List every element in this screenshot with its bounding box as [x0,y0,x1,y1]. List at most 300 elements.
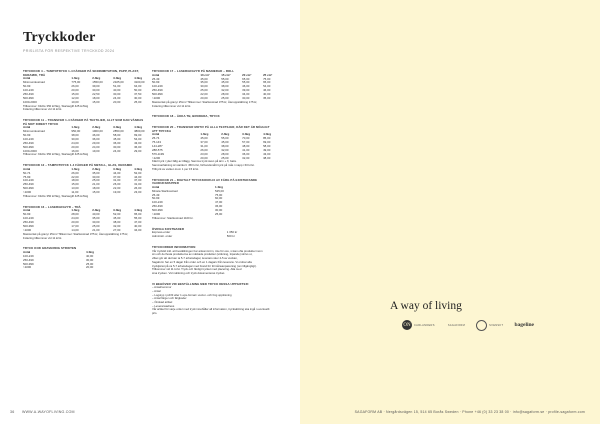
table-cell: 38,00 [71,133,79,137]
header-cell: 1-färg [215,185,224,189]
price-section [152,228,274,239]
section-heading: TRYCKKOD 12 – TAMPOTRYCK 1-4 FÄRGER PÅ METALL, GLAS, KERAMIK [23,163,133,168]
section-note: – Önskad artikel [152,300,173,305]
section-note: Tillkommer vid 11 kr/st. Tryck och färdigt trycket med placering. Alla med [152,267,242,272]
table-cell: 24,00 [71,217,79,221]
table-cell: 20,00 [113,100,121,104]
table-cell: 500 kr [226,235,235,239]
table-cell: 65,00 [263,81,271,85]
table-cell: 100-249 [23,137,34,141]
table-cell: 30,00 [92,175,100,179]
page-number: 36 [10,410,15,414]
section-heading: TRYCKORDER INFORMATION [152,245,196,250]
table-cell: >1000 [23,228,32,232]
table-cell: 25,00 [221,97,229,101]
price-section [152,179,274,221]
header-cell: 20 cm² [242,73,252,77]
table-cell: 16,00 [71,149,79,153]
table-cell: 1000-2000 [23,100,37,104]
table-cell: 22,50 [92,92,100,96]
table-cell: 45,00 [200,77,208,81]
table-row [152,235,274,239]
section-note: – Antal/summor [152,285,172,290]
table-cell: 500-999 [23,96,34,100]
table-cell: 100-249 [23,179,34,183]
table-cell: 38,00 [263,156,271,160]
table-cell: 30,00 [92,221,100,225]
table-cell: 40,00 [134,225,142,229]
table-cell: 20,00 [71,145,79,149]
table-cell: 37,00 [113,175,121,179]
section-heading: TRYCKKOD 16 – LASERGRAVYR – TRÄ [23,204,81,209]
table-cell: 30,00 [92,88,100,92]
table-cell: 30,00 [215,209,223,213]
on-logo-mark: ON [402,320,412,330]
table-cell: 775,00 [71,81,81,85]
table-cell: 24,00 [71,141,79,145]
table-cell: 65,00 [242,77,250,81]
table-cell: 45,00 [113,137,121,141]
table-cell: 22,00 [200,93,208,97]
table-cell: 47,00 [134,221,142,225]
table-cell: 75-99 [23,175,31,179]
header-cell: 3-färg [113,77,122,81]
header-cell: 1-färg [71,167,80,171]
header-cell: 1-färg [71,77,80,81]
section-note: Foliering tillkommer vid 11 kr/st. [23,235,63,240]
table-cell: 26,00 [71,171,79,175]
table-cell: 38,00 [113,221,121,225]
table-cell: 36,00 [134,145,142,149]
section-heading: TRYCKKOD 11 – TRANSFER 1-4 FÄRGER PÅ TEXTILIER, ALLT SOM KAN VÄNDAS PÅ MOT DIREKT TRYCK [23,117,144,126]
table-cell: 30,00 [113,92,121,96]
table-cell: 50-99 [23,85,31,88]
table-cell: 31,00 [113,179,121,183]
table-cell: 35,00 [92,171,100,175]
header-cell: 3-färg [242,133,251,137]
section-heading: TRYCK KOD GRAVERING STRIKTEN [23,246,77,251]
table-cell: 100-249 [152,85,163,89]
table-cell: 52,00 [113,213,121,217]
table-cell: 65,00 [134,213,142,217]
table-cell: 25,00 [92,225,100,229]
table-cell: 45,00 [113,217,121,221]
header-cell: 4-färg [134,126,143,130]
table-cell: 27,00 [113,228,121,232]
header-cell: 2-färg [92,167,101,171]
price-section [23,164,145,199]
table-cell: >1000 [23,266,32,270]
svenskt-logo [476,320,503,331]
table-cell: 3800,00 [134,130,145,134]
table-cell: 55,00 [134,217,142,221]
table-cell [203,235,225,239]
table-cell: 20,00 [86,266,94,270]
price-section [152,246,274,276]
table-cell: 2325,00 [113,81,124,85]
table-cell: 23,00 [200,152,208,156]
section-note: Maxstorlek på gravyr 25cm² Tillkommer: Startkostnad 375 kr, Återuppställning 175 kr, [152,99,258,104]
table-cell: 37,00 [200,140,208,144]
table-cell: 36,00 [92,137,100,141]
left-price-column [23,70,145,277]
table-cell: 25-74 [152,137,160,141]
bageline-logo [514,322,534,328]
table-cell: 500-999 [23,262,34,266]
header-cell: 4-färg [134,167,143,171]
contact-info: SAGAFORM AB · Nergårdsvägen 15, 514 65 Borås Sweden · Phone +46 (0) 33 23 38 00 · info@sagaform.se · profile-sagaform.com [354,410,585,414]
table-cell: 24,00 [113,149,121,153]
svenskt-logo-label: SVENSKT [489,323,504,327]
section-note: Kläd tryck i ytter fällg av tillägg. Samma tryck även på ärm + fr, baks. [152,159,237,164]
table-cell: 46,00 [242,85,250,89]
table-cell: 15,00 [71,92,79,96]
table-cell: 18,00 [92,187,100,191]
table-cell: 58,00 [113,133,121,137]
table-cell: 13,00 [71,187,79,191]
table-cell: 100-249 [23,254,34,258]
table-cell: >1200 [152,156,161,160]
header-cell: 4-färg [86,250,95,254]
header-cell: 1-färg [200,133,209,137]
table-cell: 29,00 [134,149,142,153]
table-cell: 20,00 [71,88,79,92]
section-note: Tillkommer: Startkostnad 1100 kr. [152,216,194,221]
table-cell: 950,00 [71,130,81,134]
section-heading: VI BEHÖVER VID BESTÄLLNING MED TRYCK DESSA UPPGIFTER: [152,281,249,286]
table-cell: 576-1199 [152,152,165,156]
table-cell: 50-99 [23,213,31,217]
header-cell: Antal [152,185,160,189]
table-cell: 41,00 [242,148,250,152]
table-cell: 250-499 [152,205,163,209]
table-cell: 40,00 [263,93,271,97]
table-cell: 30,00 [71,137,79,141]
table-cell: 28,00 [71,213,79,217]
price-section [23,206,145,240]
table-cell: 25-49 [152,193,160,197]
website-link[interactable]: WWW.A-WAYOFLIVING.COM [22,410,75,414]
table-cell: 36,00 [242,152,250,156]
table-cell: >1000 [152,213,161,217]
table-cell: 30,00 [200,85,208,89]
table-cell: 40,00 [113,88,121,92]
table-cell: 15,00 [71,183,79,187]
table-cell: 75,00 [215,193,223,197]
table-cell: 38,00 [221,144,229,148]
table-cell: 15,00 [92,191,100,195]
section-note: Vår artikel för varje order med tryck innehåller all information, trycksättning ska ingå i eventuellt pris. [152,307,270,316]
table-cell: 18,00 [71,179,79,183]
table-cell: 51,00 [113,85,121,88]
table-cell: 250-499 [23,258,34,262]
table-cell: 25,00 [200,89,208,93]
table-cell: 1000-2000 [23,149,37,153]
on-logo-label: CARLANDERS [414,323,435,327]
table-cell: 35,00 [200,81,208,85]
header-cell: Antal [152,133,160,137]
table-cell: 25,00 [221,156,229,160]
sagaform-logo-label: SAGAFORM [447,323,466,327]
table-cell: 58,00 [263,144,271,148]
table-cell: 1 350 kr [226,231,238,235]
table-cell: 36,00 [113,141,121,145]
price-section [152,126,274,172]
section-note: Tilltryck av varken inom 1 per 15 kr/st. [152,166,199,171]
table-cell: 47,00 [215,201,223,205]
table-cell: 250-499 [152,89,163,93]
section-heading: ÖVRIGA KOSTNADER [152,226,185,231]
header-cell: 3-färg [113,209,122,213]
table-cell: 100-249 [23,88,34,92]
table-cell: 31,00 [200,144,208,148]
table-cell: 39,00 [242,89,250,93]
table-cell: 48,00 [242,144,250,148]
table-cell: 40,00 [92,213,100,217]
table-cell: 11,00 [71,191,79,195]
table-cell: 44,00 [134,175,142,179]
table-cell: >1000 [152,97,161,101]
table-cell: 35,00 [263,97,271,101]
table-cell: 39,00 [92,85,100,88]
table-cell: 250-499 [23,221,34,225]
table-cell: 46,00 [92,133,100,137]
table-cell: 31,00 [134,183,142,187]
table-cell: 21,00 [92,228,100,232]
section-note: vilket gör att det kan ta 5-7 arbetsdagar, leverans sker 4-5 av veckan, [152,256,238,261]
sagaform-logo [446,324,465,327]
table-cell: 20,00 [200,97,208,101]
table-cell: Minimumkostnad [23,81,45,85]
table-cell: 54,00 [263,85,271,89]
table-cell: 250-499 [23,183,34,187]
section-note: Foliering tillkommer vid 11 kr/st. [23,107,63,112]
section-note: Maxstorlek på gravyr 25cm² Tillkommer: Startkostnad 375 kr, Återuppställning 175 kr, [23,231,129,236]
table-cell: 1900,00 [92,130,103,134]
section-note: trycktjänst på ca 5-7 arbetsdagar med brand för förmånsanpassning (om tillgängligt). [152,263,257,268]
table-cell: 10,00 [71,100,79,104]
section-note: – Antal [152,288,161,293]
brand-logos [402,319,534,331]
table-cell: 24,00 [92,145,100,149]
table-cell: 25,00 [134,100,142,104]
table-cell: 26,00 [113,183,121,187]
header-cell: Antal [23,209,31,213]
section-note: Sagaform har en 5 dagar från order och en 1 dagars från leverans. Vi ordnar alla [152,259,252,264]
table-cell: 38,00 [221,85,229,89]
table-cell: 50,00 [134,88,142,92]
table-cell: 23,00 [134,191,142,195]
header-cell: 2-färg [92,126,101,130]
header-cell: 4-färg [134,77,143,81]
table-cell: 45,00 [200,137,208,141]
table-cell: 25,00 [215,213,223,217]
table-cell: 19,00 [113,191,121,195]
header-cell: Antal [23,250,31,254]
table-cell: 37,00 [134,179,142,183]
table-cell: 55,00 [221,137,229,141]
header-cell: 3-färg [113,126,122,130]
table-cell: Express-order [152,231,171,235]
header-cell: 1-färg [71,209,80,213]
section-note: – Antal färger och färgkoder [152,296,187,301]
table-cell: 32,00 [221,148,229,152]
table-cell: 500-999 [23,187,34,191]
table-cell: Minimumkostnad [23,130,45,134]
table-cell: 36,00 [215,205,223,209]
table-cell: 32,00 [221,89,229,93]
table-cell: 28,00 [221,152,229,156]
table-cell: 75,00 [263,77,271,81]
header-cell: 25 cm² [263,73,273,77]
header-cell: 2-färg [92,77,101,81]
table-cell: 50-99 [152,81,160,85]
table-cell: 24,00 [113,96,121,100]
header-cell: 2-färg [92,209,101,213]
table-cell: 25-49 [152,77,160,81]
header-cell: 2-färg [221,133,230,137]
header-cell: 15 cm² [221,73,231,77]
table-cell: 144-287 [152,144,163,148]
table-cell: 250-499 [23,92,34,96]
page-subtitle: PRISLISTA FÖR RESPEKTIVE TRYCKKOD 2024 [23,49,115,53]
price-section [152,115,274,119]
table-cell: 19,00 [92,149,100,153]
table-cell: 54,00 [134,137,142,141]
table-cell: 60,00 [215,197,223,201]
table-cell: 52,00 [134,171,142,175]
price-section [23,247,145,270]
table-cell: 22,00 [71,175,79,179]
table-cell: 100-249 [23,217,34,221]
section-note: – Logotyp i pdf-fil eller 1 eps-format i vector- och hög upplösning [152,292,232,297]
price-section [23,119,145,157]
section-note: Tillkommer: Klichè 350 kr/färg, Startavgift 425 kr/färg [23,194,89,199]
table-cell: Minsta Startkostnad [152,189,178,193]
table-cell: 15,00 [92,100,100,104]
ring-icon [476,320,487,331]
header-cell: 1-färg [71,126,80,130]
table-cell: 55,00 [221,77,229,81]
table-cell: 3100,00 [134,81,145,85]
table-cell: 32,00 [242,156,250,160]
table-cell: 75-143 [152,140,162,144]
header-cell: Antal [23,77,31,81]
table-cell: 37,50 [134,92,142,96]
table-cell: 1550,00 [92,81,103,85]
section-note: sina trycken. Vid märkning och tryck dokumenteras trycket. [152,270,226,275]
section-heading: TRYCKKOD 4 – TAMPOTRYCK 1-4 FÄRGER PÅ SKINNIMITATION, PAPP, PLAST, KERAMIK, TRÄ [23,69,139,77]
table-cell: 34,00 [134,228,142,232]
table-cell: 30,00 [134,96,142,100]
table-cell: 43,00 [134,141,142,145]
right-page [300,0,600,424]
table-cell: 45,00 [221,81,229,85]
table-cell: 250-499 [23,141,34,145]
header-cell: Antal [152,73,160,77]
brand-tagline: A way of living [390,300,462,312]
table-cell: 44,00 [113,171,121,175]
header-cell: Antal [23,167,31,171]
header-cell: 10 cm² [200,73,210,77]
table-cell: 17,00 [71,225,79,229]
table-cell: 46,00 [263,89,271,93]
table-cell: 20,00 [200,156,208,160]
section-heading: TRYCKKOD 20 – TRANSFER MOTIV PÅ ALLA TEXTILIER, DÄR DET ÄR MÖJLIGT ATT TRYCKA [152,124,270,133]
table-cell: 18,00 [92,96,100,100]
table-cell: 30,00 [86,258,94,262]
table-cell: 2850,00 [113,130,124,134]
header-cell: 3-färg [113,167,122,171]
table-cell: 100-249 [152,201,163,205]
table-cell: 70,00 [242,137,250,141]
table-cell: 55,00 [242,81,250,85]
table-cell: 525,00 [215,189,224,193]
table-cell: 26,00 [134,187,142,191]
table-cell: 30,00 [113,145,121,149]
section-heading: TRYCKKOD 18 – ÅKKA TB, BRODERA, TRYCK [152,114,220,119]
table-cell: 34,00 [242,93,250,97]
price-section [23,70,145,112]
table-cell: 85,00 [263,137,271,141]
table-cell: 26,00 [200,148,208,152]
table-cell: 28,00 [221,93,229,97]
table-cell: 50-99 [23,133,31,137]
table-cell: 50-74 [23,171,31,175]
table-cell: 35,00 [92,217,100,221]
table-cell: 50-99 [152,197,160,201]
table-cell: 21,00 [92,183,100,187]
table-cell: 69,00 [263,140,271,144]
table-cell: 45,00 [221,140,229,144]
section-heading: TRYCKKOD 21 – DIGITALT TRYCKKONFLIX AV FÄRG PÅ EXISTERANDE VAXDUKSPAPPER [152,177,258,186]
table-cell: 69,00 [134,133,142,137]
table-cell: 29,00 [92,141,100,145]
table-cell: 25,00 [92,179,100,183]
section-note: Sammanfattning är startkort: 450 kr/st, förhandsmått tryck på mås i mapp i 60 kr/st. [152,163,255,168]
table-cell: 22,00 [113,187,121,191]
table-cell: 30,00 [242,97,250,101]
table-cell: >1000 [23,191,32,195]
table-cell: 43,00 [263,152,271,156]
section-note: Foliering tillkommer vid 11 kr/st. [152,103,192,108]
section-note: sin och de flesta produkterna av märkade produkter (utökning, löpande) skrivs ut, [152,252,253,257]
header-cell: 4-färg [263,133,272,137]
table-cell: 14,00 [71,228,79,232]
table-cell: 288-575 [152,148,163,152]
section-note: Vår trycktid inkl. att beställningen har ankommit in, inte för oss, vi kan ofta produkter inom [152,248,263,253]
table-cell: 64,00 [134,85,142,88]
page-title: Tryckkoder [23,30,96,45]
table-cell: Administr. order [152,235,173,239]
table-cell: 49,00 [263,148,271,152]
section-note: Tillkommer: Klichè 350 kr/färg, Startavgift 425 kr/färg [23,152,89,157]
header-cell: Antal [23,126,31,130]
table-row [23,266,145,270]
table-cell: 500-999 [23,225,34,229]
price-section [152,283,274,316]
table-cell: 500-999 [152,209,163,213]
price-section [152,70,274,108]
table-cell: 500-999 [23,145,34,149]
table-cell: 500-999 [152,93,163,97]
table-cell: 57,00 [242,140,250,144]
on-logo [402,320,435,330]
section-note: Tillkommer: Klichè 350 kr/färg, Startavgift 425 kr/färg [23,103,89,108]
table-cell: 25,00 [86,262,94,266]
table-cell: 26,00 [71,85,79,88]
table-cell: 20,00 [71,221,79,225]
